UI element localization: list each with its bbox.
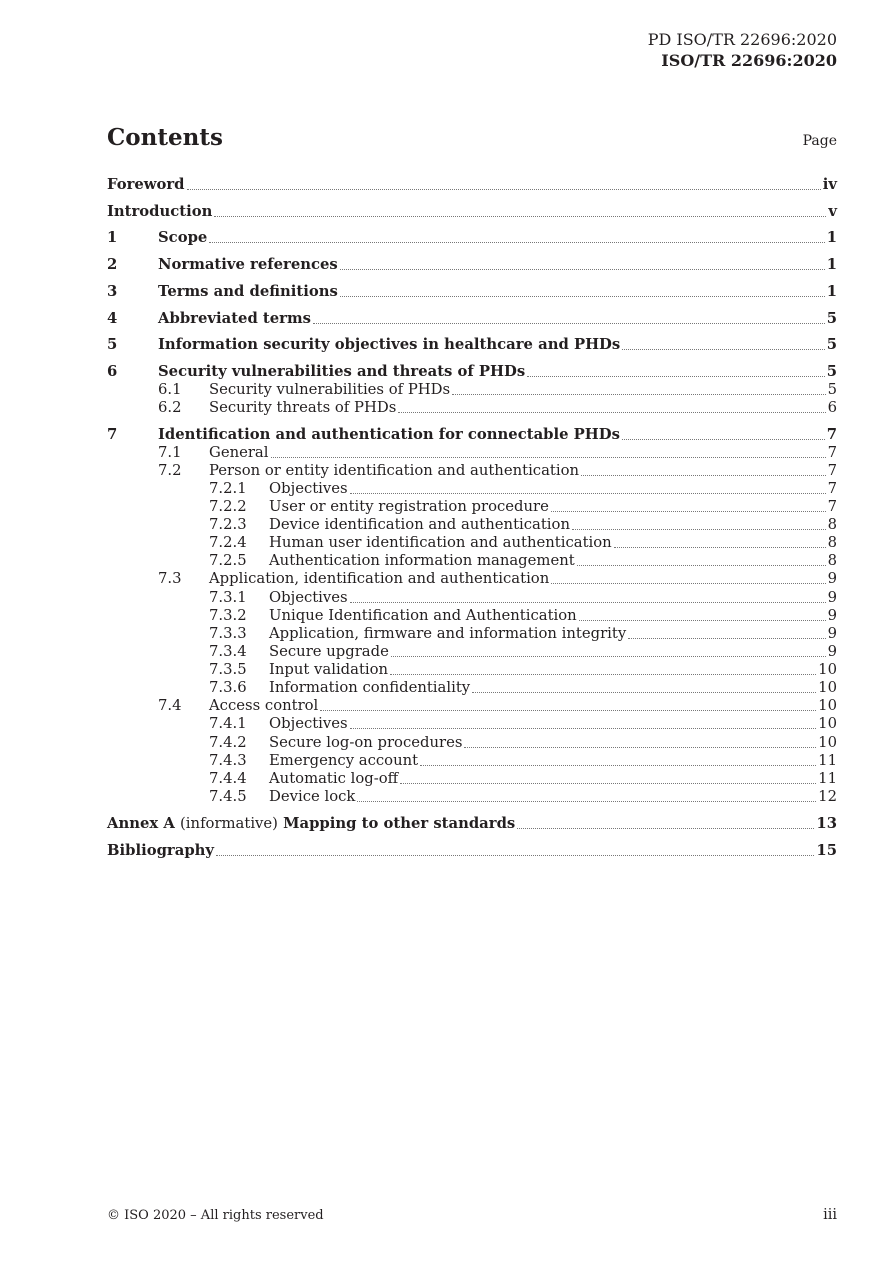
toc-entry-title: Access control xyxy=(209,697,319,714)
page-column-label: Page xyxy=(802,133,837,149)
toc-entry-number: 6 xyxy=(107,363,118,380)
toc-entry-page: 6 xyxy=(827,399,837,416)
toc-entry-number: 7.2.5 xyxy=(209,552,247,569)
dot-leader xyxy=(350,601,826,603)
toc-entry-title: Human user identification and authentication xyxy=(269,534,612,551)
toc-entry[interactable] xyxy=(107,625,837,643)
toc-entry[interactable] xyxy=(107,770,837,788)
toc-entry-title: Device identification and authentication xyxy=(269,516,570,533)
toc-entry-number: 7.3.5 xyxy=(209,661,247,678)
toc-entry-title: Identification and authentication for connectable PHDs xyxy=(158,426,620,443)
dot-leader xyxy=(472,691,816,693)
toc-entry-title: Automatic log-off xyxy=(269,770,399,787)
toc-entry-title: Introduction xyxy=(107,203,213,220)
toc-entry-number: 7.4.1 xyxy=(209,715,247,732)
toc-entry-number: 3 xyxy=(107,283,118,300)
annex-type: (informative) xyxy=(180,815,278,832)
toc-entry-page: 15 xyxy=(816,842,837,859)
dot-leader xyxy=(313,322,825,324)
dot-leader xyxy=(398,411,825,413)
toc-entry[interactable] xyxy=(107,498,837,516)
toc-entry-title: Abbreviated terms xyxy=(158,310,311,327)
toc-entry[interactable] xyxy=(107,752,837,770)
toc-entry[interactable] xyxy=(107,715,837,733)
toc-entry[interactable] xyxy=(107,229,837,247)
toc-entry-title: Authentication information management xyxy=(269,552,575,569)
dot-leader xyxy=(214,215,826,217)
toc-entry-page: 7 xyxy=(827,480,837,497)
dot-leader xyxy=(340,295,825,297)
toc-entry-page: 8 xyxy=(827,552,837,569)
dot-leader xyxy=(216,854,814,856)
toc-entry-page: 7 xyxy=(826,426,837,443)
toc-entry-page: 5 xyxy=(826,310,837,327)
toc-entry-title: Person or entity identification and authentication xyxy=(209,462,580,479)
toc-entry[interactable] xyxy=(107,176,837,194)
toc-entry[interactable] xyxy=(107,734,837,752)
toc-entry[interactable] xyxy=(107,462,837,480)
toc-entry[interactable] xyxy=(107,426,837,444)
dot-leader xyxy=(350,492,826,494)
toc-entry-annex-a[interactable] xyxy=(107,815,837,833)
toc-entry-page: v xyxy=(828,203,837,220)
toc-entry-number: 7.3.4 xyxy=(209,643,247,660)
toc-entry-page: 5 xyxy=(827,381,837,398)
toc-entry-page: 5 xyxy=(826,336,837,353)
toc-entry-number: 7.3 xyxy=(158,570,182,587)
toc-entry-page: 9 xyxy=(827,589,837,606)
toc-entry-page: 10 xyxy=(818,697,837,714)
dot-leader xyxy=(551,582,825,584)
toc-entry-number: 7.3.2 xyxy=(209,607,247,624)
dot-leader xyxy=(581,474,826,476)
dot-leader xyxy=(614,546,826,548)
toc-entry-number: 7 xyxy=(107,426,118,443)
toc-entry-title: Information confidentiality xyxy=(269,679,471,696)
dot-leader xyxy=(390,673,816,675)
toc-entry-title: Device lock xyxy=(269,788,356,805)
toc-entry[interactable] xyxy=(107,589,837,607)
page-number: iii xyxy=(823,1207,837,1223)
toc-entry-page: 8 xyxy=(827,516,837,533)
toc-entry-page: 10 xyxy=(818,661,837,678)
toc-entry-number: 5 xyxy=(107,336,118,353)
toc-entry-page: 7 xyxy=(827,444,837,461)
toc-entry-number: 7.4.2 xyxy=(209,734,247,751)
toc-entry-number: 7.4.3 xyxy=(209,752,247,769)
toc-entry-title: Terms and definitions xyxy=(158,283,338,300)
dot-leader xyxy=(622,438,825,440)
dot-leader xyxy=(464,746,816,748)
toc-entry-page: 11 xyxy=(818,752,837,769)
toc-entry-page: 12 xyxy=(818,788,837,805)
toc-entry[interactable] xyxy=(107,381,837,399)
toc-entry[interactable] xyxy=(107,697,837,715)
toc-entry-title: Objectives xyxy=(269,480,348,497)
toc-entry-title: Foreword xyxy=(107,176,185,193)
toc-entry-number: 7.2.3 xyxy=(209,516,247,533)
copyright-notice: © ISO 2020 – All rights reserved xyxy=(107,1208,324,1223)
toc-entry[interactable] xyxy=(107,283,837,301)
toc-entry-title: Information security objectives in healthcare and PHDs xyxy=(158,336,621,353)
toc-entry-page: 13 xyxy=(816,815,837,832)
toc-entry-number: 7.3.1 xyxy=(209,589,247,606)
dot-leader xyxy=(452,393,825,395)
toc-entry-number: 7.4.5 xyxy=(209,788,247,805)
toc-entry-title: Input validation xyxy=(269,661,389,678)
dot-leader xyxy=(187,188,821,190)
dot-leader xyxy=(420,764,816,766)
toc-entry-title: Secure upgrade xyxy=(269,643,389,660)
toc-entry-number: 1 xyxy=(107,229,118,246)
toc-entry[interactable] xyxy=(107,552,837,570)
toc-entry-page: 11 xyxy=(818,770,837,787)
toc-entry-title: Security vulnerabilities of PHDs xyxy=(209,381,451,398)
toc-entry-bibliography[interactable] xyxy=(107,842,837,860)
dot-leader xyxy=(572,528,826,530)
toc-entry[interactable] xyxy=(107,310,837,328)
toc-entry[interactable] xyxy=(107,203,837,221)
toc-entry-page: 9 xyxy=(827,570,837,587)
toc-entry-title: Secure log-on procedures xyxy=(269,734,463,751)
toc-entry-number: 6.1 xyxy=(158,381,182,398)
toc-entry[interactable] xyxy=(107,788,837,806)
toc-entry-number: 7.2.1 xyxy=(209,480,247,497)
dot-leader xyxy=(577,564,826,566)
dot-leader xyxy=(391,655,826,657)
toc-entry-page: 9 xyxy=(827,643,837,660)
toc-entry-title: Emergency account xyxy=(269,752,419,769)
toc-entry[interactable] xyxy=(107,256,837,274)
toc-entry[interactable] xyxy=(107,679,837,697)
toc-entry-page: 1 xyxy=(826,283,837,300)
toc-entry-title: Objectives xyxy=(269,715,348,732)
toc-entry-number: 2 xyxy=(107,256,118,273)
toc-entry-page: iv xyxy=(822,176,837,193)
toc-entry-page: 9 xyxy=(827,607,837,624)
toc-entry[interactable] xyxy=(107,661,837,679)
toc-entry[interactable] xyxy=(107,516,837,534)
toc-entry-title: Unique Identification and Authentication xyxy=(269,607,577,624)
toc-entry-title: Application, firmware and information integrity xyxy=(269,625,627,642)
dot-leader xyxy=(628,637,825,639)
annex-label: Annex A xyxy=(107,815,175,832)
toc-entry[interactable] xyxy=(107,336,837,354)
toc-entry-number: 7.3.6 xyxy=(209,679,247,696)
dot-leader xyxy=(622,348,824,350)
toc-entry-number: 7.1 xyxy=(158,444,182,461)
header-standard-id: ISO/TR 22696:2020 xyxy=(661,51,837,70)
dot-leader xyxy=(357,800,816,802)
dot-leader xyxy=(320,709,816,711)
toc-entry-page: 10 xyxy=(818,734,837,751)
toc-entry-page: 9 xyxy=(827,625,837,642)
toc-entry-page: 1 xyxy=(826,229,837,246)
toc-entry-title: User or entity registration procedure xyxy=(269,498,549,515)
toc-entry[interactable] xyxy=(107,480,837,498)
dot-leader xyxy=(209,241,824,243)
dot-leader xyxy=(340,268,825,270)
toc-entry-number: 7.2.2 xyxy=(209,498,247,515)
toc-entry[interactable] xyxy=(107,399,837,417)
toc-entry-number: 7.2.4 xyxy=(209,534,247,551)
toc-entry-title: Application, identification and authentication xyxy=(209,570,550,587)
toc-entry-page: 7 xyxy=(827,498,837,515)
toc-entry-title: Normative references xyxy=(158,256,338,273)
toc-entry-title: Security vulnerabilities and threats of PHDs xyxy=(158,363,526,380)
dot-leader xyxy=(527,375,825,377)
toc-entry[interactable] xyxy=(107,570,837,588)
dot-leader xyxy=(350,727,817,729)
dot-leader xyxy=(579,619,826,621)
toc-entry[interactable] xyxy=(107,643,837,661)
toc-entry-title xyxy=(107,815,515,833)
toc-entry[interactable] xyxy=(107,444,837,462)
toc-entry-title: Security threats of PHDs xyxy=(209,399,397,416)
toc-entry-number: 7.3.3 xyxy=(209,625,247,642)
page-title: Contents xyxy=(107,124,223,151)
dot-leader xyxy=(271,456,826,458)
toc-entry-title: Objectives xyxy=(269,589,348,606)
toc-entry-number: 7.4.4 xyxy=(209,770,247,787)
toc-entry-number: 6.2 xyxy=(158,399,182,416)
toc-entry-number: 7.4 xyxy=(158,697,182,714)
toc-entry[interactable] xyxy=(107,534,837,552)
dot-leader xyxy=(551,510,826,512)
toc-entry-number: 7.2 xyxy=(158,462,182,479)
toc-entry-number: 4 xyxy=(107,310,118,327)
dot-leader xyxy=(400,782,816,784)
toc-entry-page: 1 xyxy=(826,256,837,273)
toc-entry-page: 8 xyxy=(827,534,837,551)
toc-entry-page: 10 xyxy=(818,679,837,696)
toc-entry-title: General xyxy=(209,444,269,461)
toc-entry-page: 5 xyxy=(826,363,837,380)
toc-entry-page: 10 xyxy=(818,715,837,732)
toc-entry-title: Scope xyxy=(158,229,208,246)
toc-entry-title: Bibliography xyxy=(107,842,215,859)
header-document-id: PD ISO/TR 22696:2020 xyxy=(647,30,837,49)
annex-title: Mapping to other standards xyxy=(283,815,516,832)
toc-entry-page: 7 xyxy=(827,462,837,479)
toc-entry[interactable] xyxy=(107,363,837,381)
dot-leader xyxy=(517,827,814,829)
toc-entry[interactable] xyxy=(107,607,837,625)
